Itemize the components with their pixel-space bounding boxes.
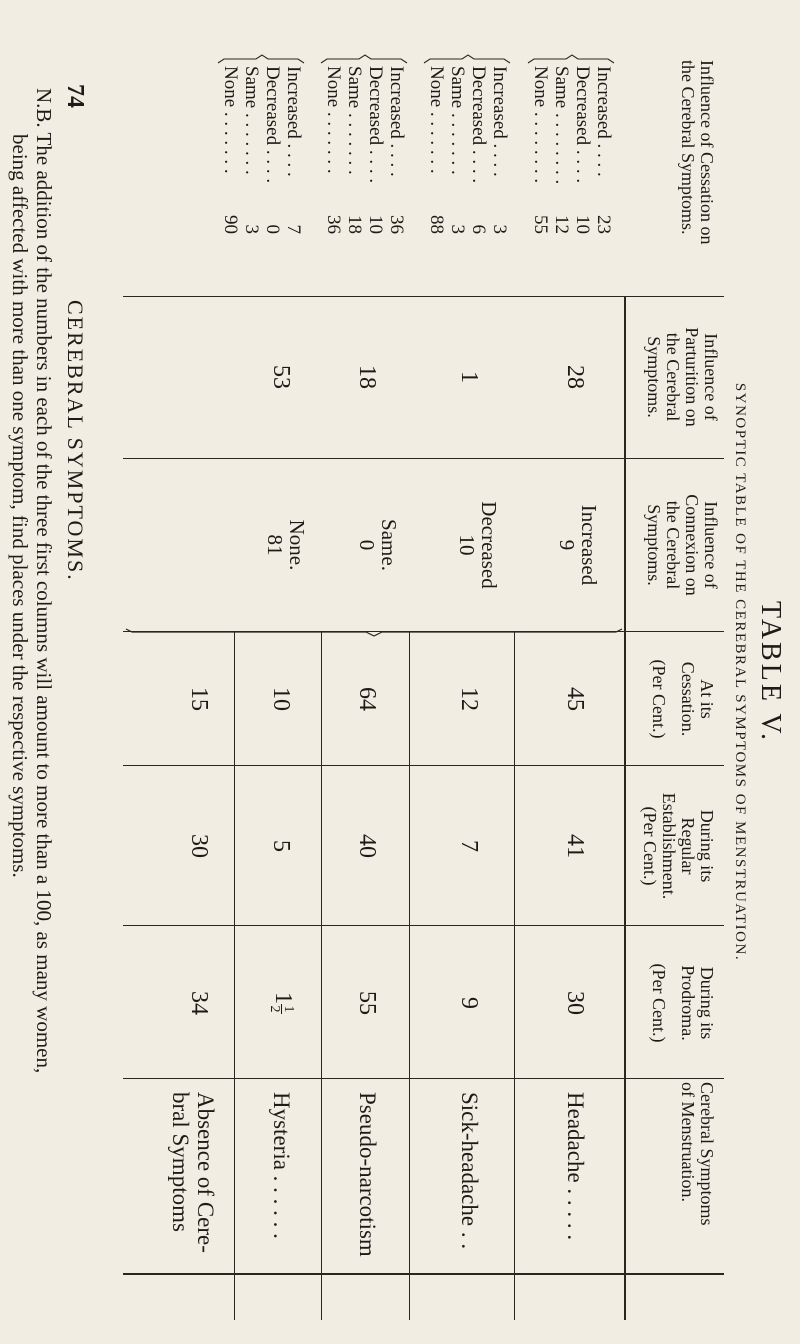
header-connexion-line1: Influence of [701,501,721,589]
unit-label: (Per Cent.) [640,806,660,886]
cessation-influence-item [220,66,241,234]
cell-hysteria-establishment: 5 [268,840,294,852]
connexion-increased [556,460,600,630]
row-label-absence-line2: bral Symptoms [168,1092,193,1232]
page-number: 74 [62,84,88,108]
item-value: 10 [572,215,593,234]
row-label-absence-line1: Absence of Cere- [193,1092,218,1253]
cessation-influence-item [426,66,447,234]
running-head: CEREBRAL SYMPTOMS. [63,300,88,582]
connexion-decreased-value: 10 [455,534,479,556]
item-label: None . . . . . . . . [530,66,551,184]
item-label: Increased . . . . [386,66,407,177]
cessation-influence-item [386,66,407,234]
table-subtitle: SYNOPTIC TABLE OF THE CEREBRAL SYMPTOMS OF MENSTRUATION. [732,382,748,962]
header-establishment [640,768,716,924]
connexion-none [264,460,308,630]
header-parturition-line1: Influence of [701,333,721,421]
item-label: Same . . . . . . . [344,66,365,175]
fraction [268,1004,295,1014]
item-value: 36 [386,215,407,234]
header-cessation [649,634,716,764]
cell-pseudo-narcotism-establishment: 40 [354,834,380,858]
item-label: Increased . . . . [489,66,510,177]
table-title: TABLE V. [755,600,786,744]
connexion-increased-label: Increased [577,504,601,586]
header-symptoms-line2: of Menstruation. [678,1082,698,1202]
header-symptoms-line1: Cerebral Symptoms [697,1082,717,1226]
header-symptoms [678,1082,716,1282]
item-value: 3 [447,224,468,234]
cell-headache-cessation: 45 [562,687,588,711]
header-parturition-influence [644,298,720,456]
header-cessation-line2: Cessation. [678,661,698,737]
fraction-numerator: 1 [281,1005,297,1013]
cessation-influence-headache [522,66,614,294]
item-label: Decreased . . . . [572,66,593,184]
header-parturition-line4: Symptoms. [644,336,664,418]
header-connexion-influence [644,460,720,630]
header-prodroma-line1: During its [697,966,717,1040]
cell-pseudo-narcotism-cessation: 64 [354,687,380,711]
left-border [123,1273,724,1275]
cessation-influence-item [262,66,283,234]
unit-label: (Per Cent.) [649,963,669,1043]
item-value: 6 [468,224,489,234]
item-label: Same . . . . . . . [447,66,468,175]
cessation-influence-item [593,66,614,234]
connexion-none-label: None. [285,519,309,571]
item-value: 36 [323,215,344,234]
cessation-influence-pseudo-narcotism [315,66,407,294]
cell-sick-headache-parturition: 1 [456,371,482,383]
cell-headache-prodroma: 30 [562,991,588,1015]
fraction-denominator: 2 [267,1005,283,1013]
item-value: 0 [262,224,283,234]
cessation-influence-item [572,66,593,234]
cessation-influence-hysteria [212,66,304,294]
item-value: 55 [530,215,551,234]
item-value: 3 [489,224,510,234]
header-cessation-line1: At its [697,679,717,719]
header-connexion-line3: the Cerebral [663,500,683,590]
cessation-influence-item [468,66,489,234]
row-divider-5 [234,631,235,1320]
cessation-influence-item [283,66,304,234]
cell-hysteria-parturition: 53 [268,365,294,389]
cessation-influence-item [241,66,262,234]
item-label: None . . . . . . . [323,66,344,174]
cell-sick-headache-cessation: 12 [456,687,482,711]
item-label: Decreased . . . . [262,66,283,184]
cell-hysteria-prodroma-whole: 1 [270,992,296,1004]
row-label-sick-headache: Sick-headache . . [457,1092,482,1250]
header-connexion-line2: Connexion on [682,494,702,596]
col-divider-5 [123,458,724,459]
header-establishment-line1: During its [697,809,717,883]
header-prodroma [649,930,716,1076]
row-divider-4 [321,631,322,1320]
cell-sick-headache-establishment: 7 [456,840,482,852]
connexion-same-value: 0 [355,539,379,551]
item-value: 18 [344,215,365,234]
col-divider-2 [123,925,724,926]
cessation-influence-item [489,66,510,234]
item-value: 10 [365,215,386,234]
item-label: Same . . . . . . . . [551,66,572,185]
cell-headache-establishment: 41 [562,834,588,858]
cessation-influence-item [365,66,386,234]
item-value: 23 [593,215,614,234]
item-value: 90 [220,215,241,234]
row-label-absence [168,1092,218,1253]
cessation-influence-sick-headache [418,66,510,294]
item-value: 3 [241,224,262,234]
item-value: 7 [283,224,304,234]
item-label: None . . . . . . . [220,66,241,174]
cell-hysteria-cessation: 10 [268,687,294,711]
cell-hysteria-prodroma [268,930,296,1076]
cessation-influence-item [551,66,572,234]
item-label: Increased . . . . [593,66,614,177]
row-label-pseudo-narcotism: Pseudo-narcotism [355,1092,380,1257]
item-label: Decreased . . . . [365,66,386,184]
item-label: Decreased . . . . [468,66,489,184]
cessation-influence-item [323,66,344,234]
connexion-decreased [456,460,500,630]
col-divider-6 [123,296,724,297]
header-establishment-line3: Establishment. [659,792,679,900]
row-divider-1 [624,296,626,1320]
cell-pseudo-narcotism-prodroma: 55 [354,991,380,1015]
header-cessation-influence [678,60,716,292]
unit-label: (Per Cent.) [649,659,669,739]
cell-absence-prodroma: 34 [186,991,212,1015]
col-divider-1 [123,1078,724,1079]
col-divider-3 [123,765,724,766]
cell-absence-cessation: 15 [186,687,212,711]
header-parturition-line2: Parturition on [682,327,702,427]
cessation-braces [206,54,616,66]
header-parturition-line3: the Cerebral [663,332,683,422]
header-cessation-influence-line2: the Cerebral Symptoms. [678,60,698,235]
item-label: Same . . . . . . . [241,66,262,175]
connexion-same-label: Same. [377,519,401,571]
cessation-influence-item [344,66,365,234]
connexion-increased-value: 9 [555,539,579,551]
row-label-headache: Headache . . . . . [563,1092,588,1241]
header-cessation-influence-line1: Influence of Cessation on [697,60,717,245]
cessation-influence-item [447,66,468,234]
footnote-line2: being affected with more than one symptom, find places under the respective symptoms. [8,134,32,878]
connexion-same [356,460,400,630]
cell-absence-establishment: 30 [186,834,212,858]
row-label-hysteria: Hysteria . . . . . . [269,1092,294,1239]
footnote-line1: N.B. The addition of the numbers in each of the three first columns will amount to more than a 100, as many women, [32,88,56,1074]
row-divider-2 [514,631,515,1320]
cell-pseudo-narcotism-parturition: 18 [354,365,380,389]
cell-sick-headache-prodroma: 9 [456,997,482,1009]
item-label: Increased . . . . [283,66,304,177]
cell-headache-parturition: 28 [562,365,588,389]
header-connexion-line4: Symptoms. [644,504,664,586]
cessation-influence-item [530,66,551,234]
item-value: 88 [426,215,447,234]
item-label: None . . . . . . . [426,66,447,174]
header-prodroma-line2: Prodroma. [678,965,698,1041]
connexion-decreased-label: Decreased [477,501,501,589]
row-divider-3 [409,631,410,1320]
header-establishment-line2: Regular [678,817,698,875]
item-value: 12 [551,215,572,234]
connexion-none-value: 81 [263,534,287,556]
